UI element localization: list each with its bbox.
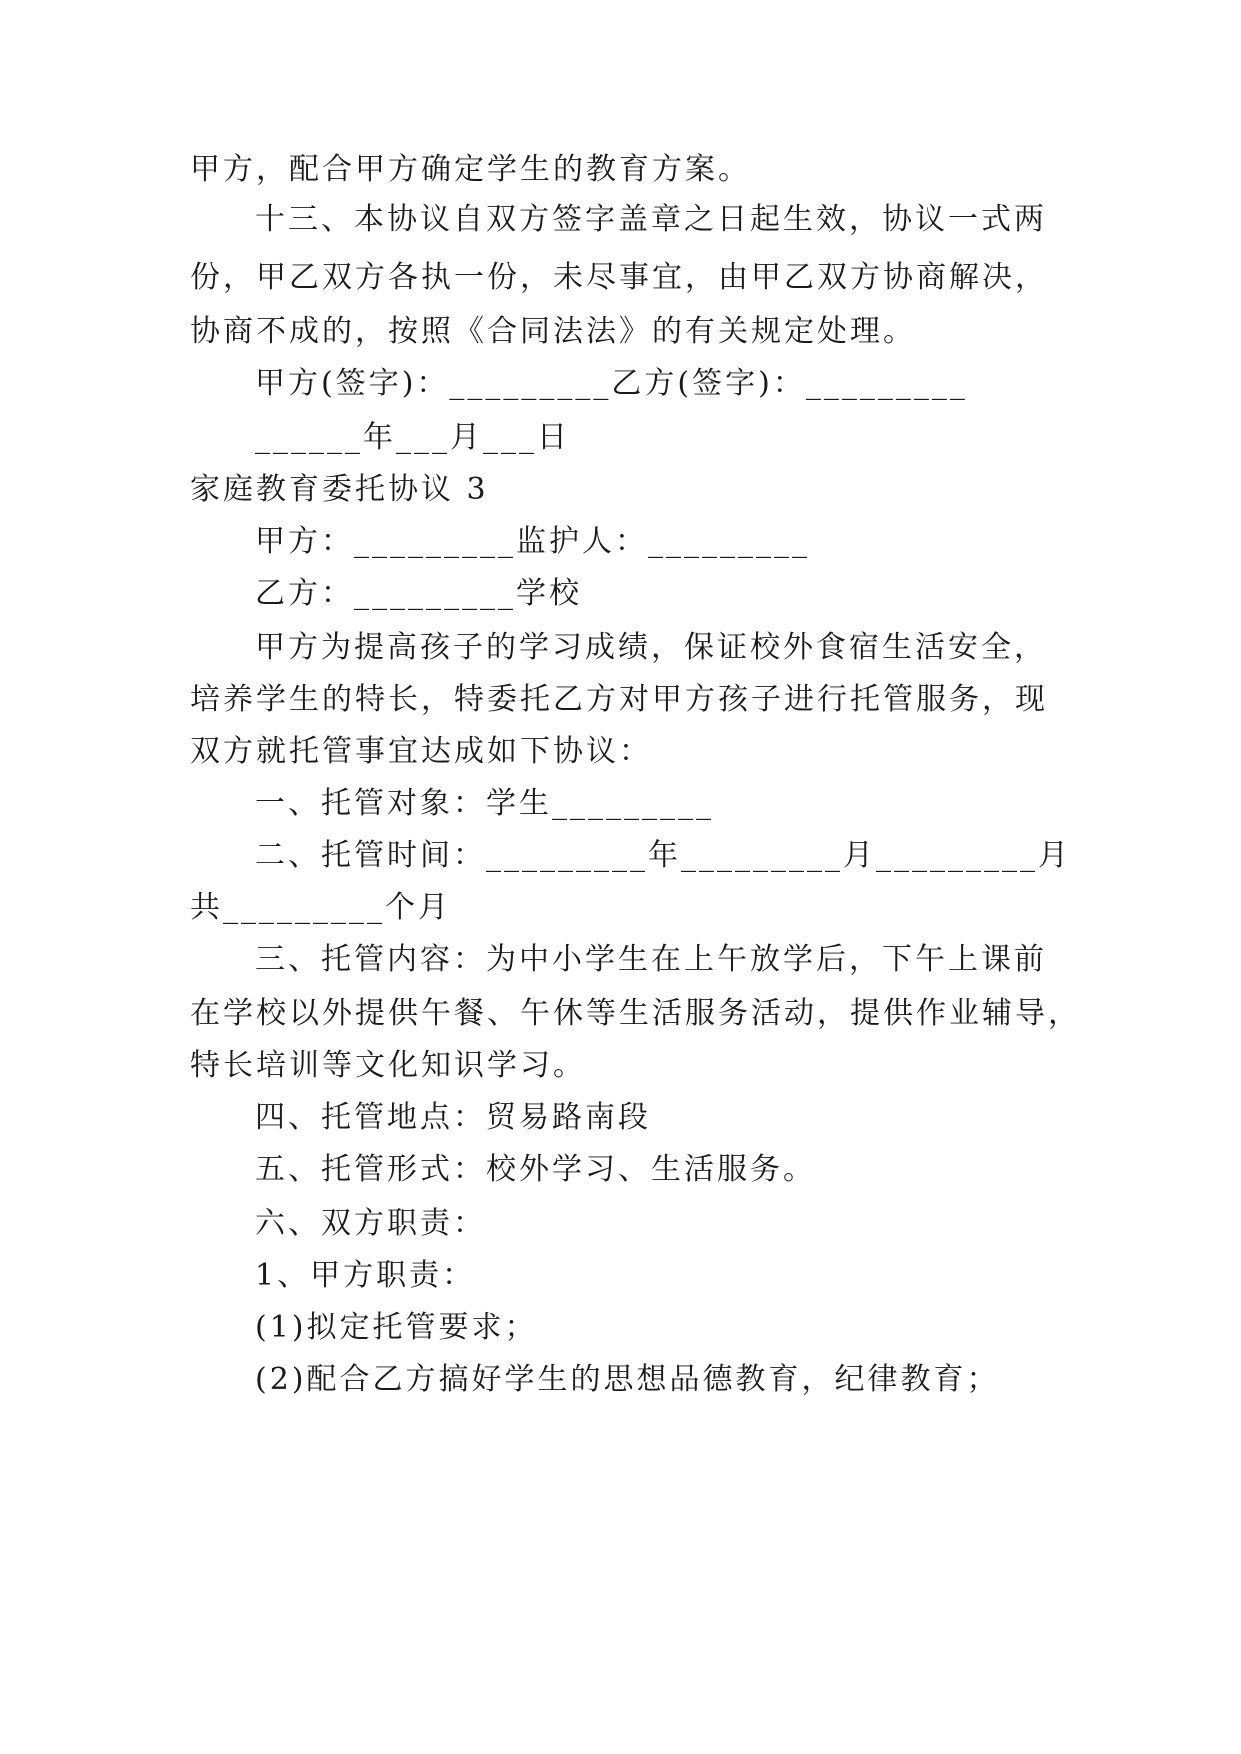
text-line-3: 份，甲乙双方各执一份，未尽事宜，由甲乙双方协商解决， [190, 260, 1048, 295]
text-line-10: 甲方为提高孩子的学习成绩，保证校外食宿生活安全， [255, 630, 1047, 665]
clause-6: 六、双方职责： [255, 1206, 486, 1241]
clause-1: 一、托管对象：学生_________ [255, 786, 714, 821]
party-b-line: 乙方：_________学校 [255, 576, 582, 611]
section-title: 家庭教育委托协议 3 [190, 472, 489, 507]
clause-2: 二、托管时间：_________年_________月_________月 [255, 838, 1071, 873]
clause-3-cont-1: 在学校以外提供午餐、午休等生活服务活动，提供作业辅导， [190, 996, 1081, 1031]
duty-item-2: (2)配合乙方搞好学生的思想品德教育，纪律教育； [255, 1362, 1000, 1397]
text-line-12: 双方就托管事宜达成如下协议： [190, 734, 652, 769]
clause-2-cont: 共_________个月 [190, 890, 451, 925]
duty-item-1: (1)拟定托管要求； [255, 1310, 538, 1345]
clause-3: 三、托管内容：为中小学生在上午放学后，下午上课前 [255, 942, 1047, 977]
clause-5: 五、托管形式：校外学习、生活服务。 [255, 1152, 816, 1187]
text-line-1: 甲方，配合甲方确定学生的教育方案。 [190, 152, 751, 187]
party-a-line: 甲方：_________监护人：_________ [255, 524, 810, 559]
date-line: ______年___月___日 [255, 420, 570, 455]
text-line-4: 协商不成的，按照《合同法法》的有关规定处理。 [190, 314, 916, 349]
text-line-2: 十三、本协议自双方签字盖章之日起生效，协议一式两 [255, 202, 1047, 237]
text-line-11: 培养学生的特长，特委托乙方对甲方孩子进行托管服务，现 [190, 682, 1048, 717]
party-a-duties-heading: 1、甲方职责： [255, 1258, 476, 1293]
signature-line: 甲方(签字)：_________乙方(签字)：_________ [255, 366, 968, 401]
clause-4: 四、托管地点：贸易路南段 [255, 1100, 651, 1135]
clause-3-cont-2: 特长培训等文化知识学习。 [190, 1048, 586, 1083]
